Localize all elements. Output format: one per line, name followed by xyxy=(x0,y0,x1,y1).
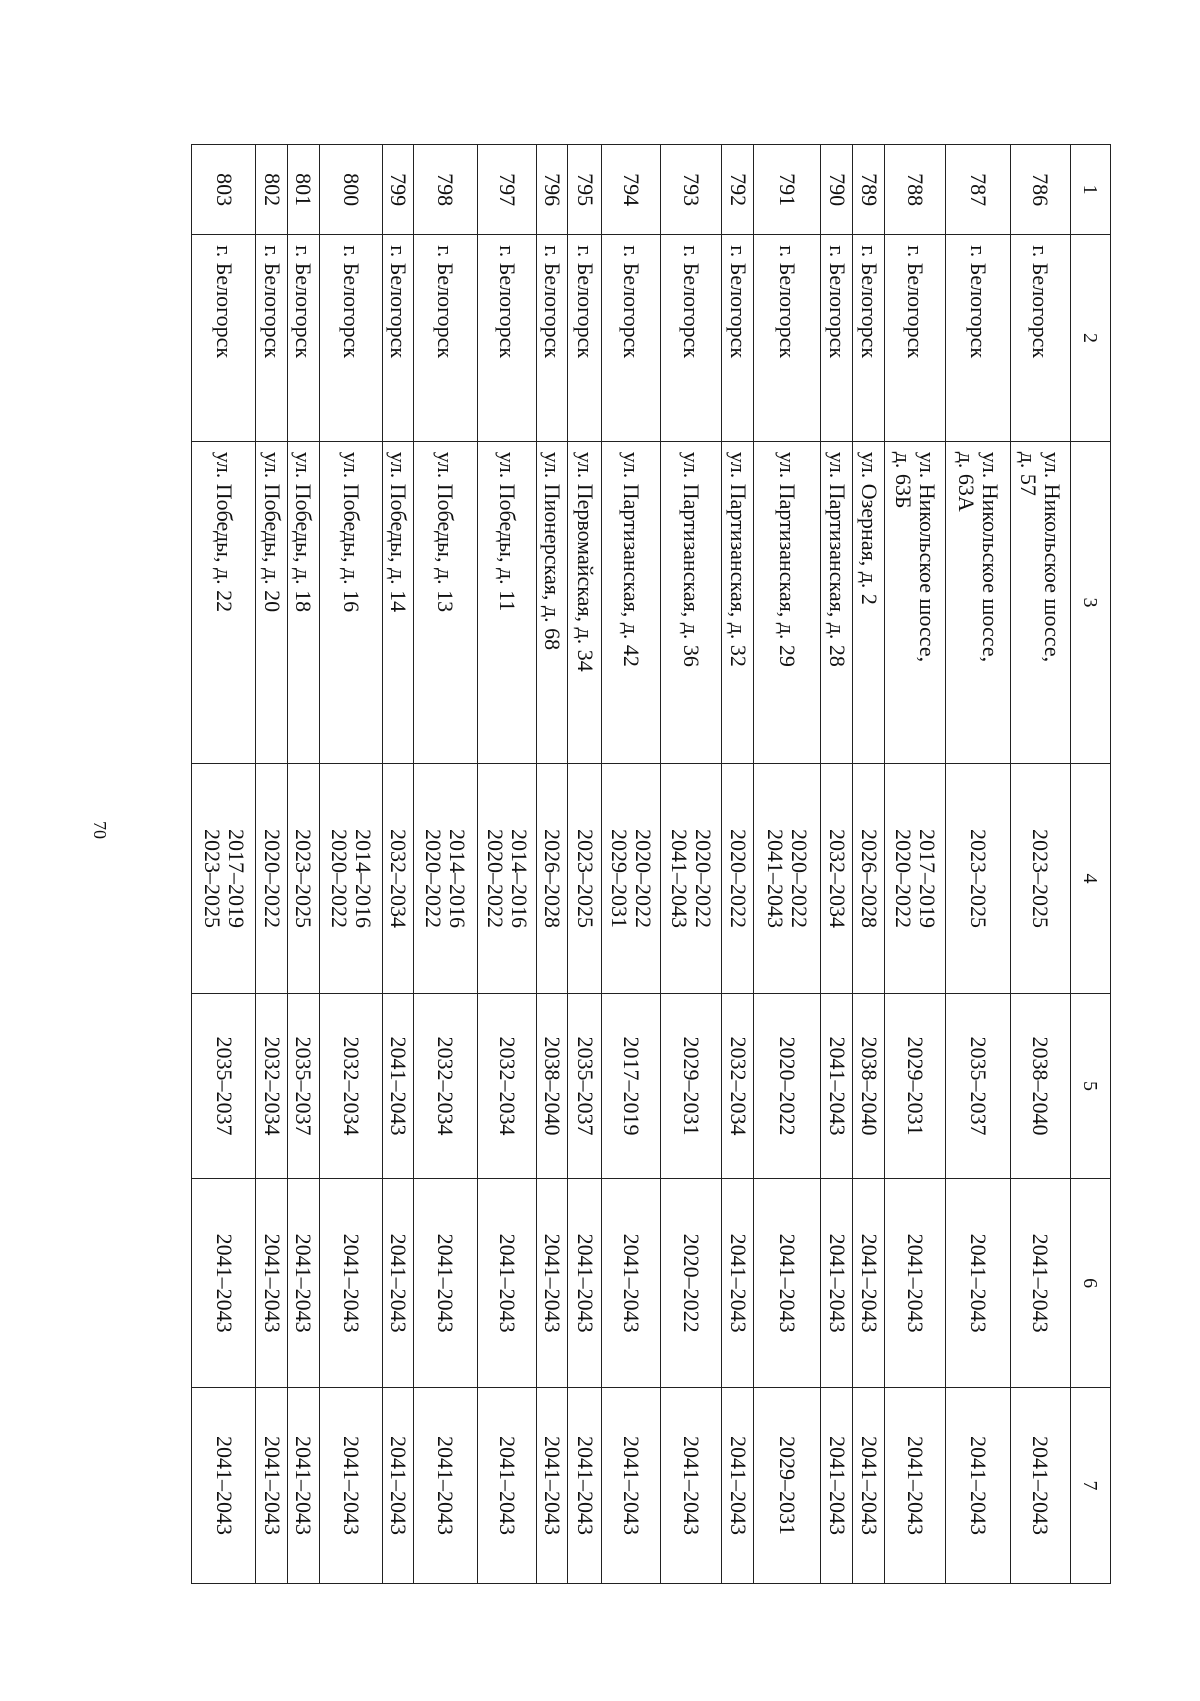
period-col6-cell: 2041–2043 xyxy=(413,1179,477,1388)
period-col4-cell xyxy=(1010,764,1070,993)
address-cell xyxy=(477,441,537,764)
address-line: ул. Никольское шоссе, xyxy=(1040,451,1066,663)
address-line: ул. Партизанская, д. 32 xyxy=(725,451,751,667)
city-cell: г. Белогорск xyxy=(602,235,661,441)
period-col7-cell: 2029–2031 xyxy=(754,1387,821,1583)
address-cell xyxy=(853,441,885,764)
row-number-cell: 788 xyxy=(885,145,946,235)
address-line: д. 63А xyxy=(953,451,979,512)
period-line: 2017–2019 xyxy=(223,829,249,928)
address-cell xyxy=(660,441,722,764)
row-number-cell: 792 xyxy=(722,145,754,235)
table-row xyxy=(602,145,661,1584)
address-cell xyxy=(287,441,319,764)
period-col5-cell: 2041–2043 xyxy=(382,993,413,1179)
period-col6-cell: 2041–2043 xyxy=(1010,1179,1070,1388)
period-col4-cell xyxy=(413,764,477,993)
period-col4-cell xyxy=(885,764,946,993)
period-col6-cell: 2041–2043 xyxy=(821,1179,853,1388)
period-col7-cell: 2041–2043 xyxy=(853,1387,885,1583)
period-line: 2020–2022 xyxy=(725,829,751,928)
period-col6-cell: 2041–2043 xyxy=(945,1179,1010,1388)
period-col6-cell: 2020–2022 xyxy=(660,1179,722,1388)
table-row xyxy=(1010,145,1070,1584)
period-col5-cell: 2020–2022 xyxy=(754,993,821,1179)
header-cell: 6 xyxy=(1070,1179,1110,1388)
city-cell: г. Белогорск xyxy=(382,235,413,441)
row-number-cell: 797 xyxy=(477,145,537,235)
period-col4-cell xyxy=(192,764,256,993)
row-number-cell: 793 xyxy=(660,145,722,235)
period-col5-cell: 2017–2019 xyxy=(602,993,661,1179)
period-col6-cell: 2041–2043 xyxy=(885,1179,946,1388)
period-col4-cell xyxy=(537,764,568,993)
city-cell: г. Белогорск xyxy=(537,235,568,441)
city-cell: г. Белогорск xyxy=(945,235,1010,441)
header-cell: 7 xyxy=(1070,1387,1110,1583)
header-cell: 4 xyxy=(1070,764,1110,993)
city-cell: г. Белогорск xyxy=(853,235,885,441)
period-col4-cell xyxy=(821,764,853,993)
period-col4-cell xyxy=(287,764,319,993)
period-col4-cell xyxy=(660,764,722,993)
period-line: 2014–2016 xyxy=(350,829,376,928)
address-cell xyxy=(537,441,568,764)
period-col6-cell: 2041–2043 xyxy=(477,1179,537,1388)
city-cell: г. Белогорск xyxy=(568,235,602,441)
table-row xyxy=(722,145,754,1584)
period-col5-cell: 2035–2037 xyxy=(192,993,256,1179)
period-col5-cell: 2032–2034 xyxy=(319,993,382,1179)
period-col7-cell: 2041–2043 xyxy=(885,1387,946,1583)
address-cell xyxy=(256,441,288,764)
period-col7-cell: 2041–2043 xyxy=(821,1387,853,1583)
period-line: 2026–2028 xyxy=(856,829,882,928)
address-line: ул. Никольское шоссе, xyxy=(977,451,1003,663)
period-col7-cell: 2041–2043 xyxy=(1010,1387,1070,1583)
period-line: 2023–2025 xyxy=(965,829,991,928)
period-col5-cell: 2038–2040 xyxy=(853,993,885,1179)
row-number-cell: 799 xyxy=(382,145,413,235)
city-cell: г. Белогорск xyxy=(885,235,946,441)
city-cell: г. Белогорск xyxy=(722,235,754,441)
period-col7-cell: 2041–2043 xyxy=(382,1387,413,1583)
period-col5-cell: 2035–2037 xyxy=(287,993,319,1179)
period-line: 2020–2022 xyxy=(259,829,285,928)
period-line: 2020–2022 xyxy=(326,829,352,928)
period-line: 2032–2034 xyxy=(824,829,850,928)
address-line: ул. Партизанская, д. 29 xyxy=(775,451,801,667)
address-line: ул. Никольское шоссе, xyxy=(915,451,941,663)
row-number-cell: 802 xyxy=(256,145,288,235)
table-row xyxy=(256,145,288,1584)
table-row xyxy=(477,145,537,1584)
period-col7-cell: 2041–2043 xyxy=(602,1387,661,1583)
period-col4-cell xyxy=(602,764,661,993)
header-cell: 3 xyxy=(1070,441,1110,764)
period-line: 2023–2025 xyxy=(199,829,225,928)
table-row xyxy=(853,145,885,1584)
city-cell: г. Белогорск xyxy=(413,235,477,441)
address-line: д. 63Б xyxy=(891,451,917,509)
period-col7-cell: 2041–2043 xyxy=(568,1387,602,1583)
period-col4-cell xyxy=(853,764,885,993)
address-line: ул. Озерная, д. 2 xyxy=(856,451,882,605)
period-col7-cell: 2041–2043 xyxy=(413,1387,477,1583)
header-cell: 2 xyxy=(1070,235,1110,441)
table-row xyxy=(382,145,413,1584)
period-col5-cell: 2032–2034 xyxy=(722,993,754,1179)
period-line: 2032–2034 xyxy=(385,829,411,928)
period-col7-cell: 2041–2043 xyxy=(945,1387,1010,1583)
address-line: ул. Партизанская, д. 28 xyxy=(824,451,850,667)
row-number-cell: 803 xyxy=(192,145,256,235)
period-col5-cell: 2035–2037 xyxy=(568,993,602,1179)
period-col4-cell xyxy=(477,764,537,993)
period-line: 2017–2019 xyxy=(915,829,941,928)
period-col4-cell xyxy=(319,764,382,993)
row-number-cell: 794 xyxy=(602,145,661,235)
period-col6-cell: 2041–2043 xyxy=(568,1179,602,1388)
city-cell: г. Белогорск xyxy=(192,235,256,441)
address-cell xyxy=(821,441,853,764)
period-line: 2014–2016 xyxy=(445,829,471,928)
period-line: 2041–2043 xyxy=(667,829,693,928)
period-col6-cell: 2041–2043 xyxy=(853,1179,885,1388)
period-line: 2020–2022 xyxy=(421,829,447,928)
period-col4-cell xyxy=(722,764,754,993)
address-line: ул. Победы, д. 22 xyxy=(211,451,237,613)
schedule-table xyxy=(191,144,1111,1584)
period-col6-cell: 2041–2043 xyxy=(722,1179,754,1388)
header-cell: 5 xyxy=(1070,993,1110,1179)
row-number-cell: 796 xyxy=(537,145,568,235)
city-cell: г. Белогорск xyxy=(256,235,288,441)
period-col5-cell: 2032–2034 xyxy=(256,993,288,1179)
period-line: 2020–2022 xyxy=(691,829,717,928)
period-col4-cell xyxy=(568,764,602,993)
address-line: д. 57 xyxy=(1016,451,1042,496)
table-row xyxy=(287,145,319,1584)
period-col6-cell: 2041–2043 xyxy=(537,1179,568,1388)
address-cell xyxy=(885,441,946,764)
address-line: ул. Победы, д. 20 xyxy=(259,451,285,613)
city-cell: г. Белогорск xyxy=(754,235,821,441)
address-line: ул. Партизанская, д. 42 xyxy=(618,451,644,667)
city-cell: г. Белогорск xyxy=(1010,235,1070,441)
period-col7-cell: 2041–2043 xyxy=(722,1387,754,1583)
period-line: 2041–2043 xyxy=(763,829,789,928)
city-cell: г. Белогорск xyxy=(821,235,853,441)
period-col5-cell: 2032–2034 xyxy=(477,993,537,1179)
table-body xyxy=(192,145,1111,1584)
period-col6-cell: 2041–2043 xyxy=(382,1179,413,1388)
period-col7-cell: 2041–2043 xyxy=(256,1387,288,1583)
period-col5-cell: 2029–2031 xyxy=(660,993,722,1179)
city-cell: г. Белогорск xyxy=(477,235,537,441)
row-number-cell: 801 xyxy=(287,145,319,235)
row-number-cell: 791 xyxy=(754,145,821,235)
period-line: 2023–2025 xyxy=(1028,829,1054,928)
city-cell: г. Белогорск xyxy=(660,235,722,441)
address-line: ул. Пионерская, д. 68 xyxy=(540,451,566,651)
address-cell xyxy=(754,441,821,764)
city-cell: г. Белогорск xyxy=(319,235,382,441)
period-line: 2023–2025 xyxy=(291,829,317,928)
city-cell: г. Белогорск xyxy=(287,235,319,441)
address-line: ул. Первомайская, д. 34 xyxy=(572,451,598,672)
table-row xyxy=(413,145,477,1584)
period-col4-cell xyxy=(382,764,413,993)
table-row xyxy=(945,145,1010,1584)
header-row xyxy=(1070,145,1110,1584)
period-col7-cell: 2041–2043 xyxy=(660,1387,722,1583)
period-col5-cell: 2041–2043 xyxy=(821,993,853,1179)
period-col4-cell xyxy=(945,764,1010,993)
address-cell xyxy=(945,441,1010,764)
period-col6-cell: 2041–2043 xyxy=(754,1179,821,1388)
period-col6-cell: 2041–2043 xyxy=(319,1179,382,1388)
period-col6-cell: 2041–2043 xyxy=(192,1179,256,1388)
period-col7-cell: 2041–2043 xyxy=(192,1387,256,1583)
period-line: 2014–2016 xyxy=(506,829,532,928)
address-cell xyxy=(192,441,256,764)
table-row xyxy=(754,145,821,1584)
period-col5-cell: 2035–2037 xyxy=(945,993,1010,1179)
address-line: ул. Победы, д. 13 xyxy=(433,451,459,613)
table-row xyxy=(885,145,946,1584)
address-cell xyxy=(568,441,602,764)
address-cell xyxy=(602,441,661,764)
period-col5-cell: 2029–2031 xyxy=(885,993,946,1179)
address-cell xyxy=(382,441,413,764)
address-line: ул. Партизанская, д. 36 xyxy=(679,451,705,667)
row-number-cell: 786 xyxy=(1010,145,1070,235)
period-col4-cell xyxy=(754,764,821,993)
row-number-cell: 790 xyxy=(821,145,853,235)
row-number-cell: 800 xyxy=(319,145,382,235)
table-row xyxy=(319,145,382,1584)
schedule-table-container xyxy=(191,144,1111,1584)
address-cell xyxy=(319,441,382,764)
period-col7-cell: 2041–2043 xyxy=(477,1387,537,1583)
address-line: ул. Победы, д. 14 xyxy=(385,451,411,613)
address-line: ул. Победы, д. 18 xyxy=(291,451,317,613)
period-col7-cell: 2041–2043 xyxy=(287,1387,319,1583)
table-row xyxy=(192,145,256,1584)
address-cell xyxy=(1010,441,1070,764)
period-line: 2020–2022 xyxy=(787,829,813,928)
period-line: 2029–2031 xyxy=(606,829,632,928)
address-cell xyxy=(722,441,754,764)
header-cell: 1 xyxy=(1070,145,1110,235)
period-col4-cell xyxy=(256,764,288,993)
page-number: 70 xyxy=(90,821,110,839)
period-col6-cell: 2041–2043 xyxy=(602,1179,661,1388)
row-number-cell: 795 xyxy=(568,145,602,235)
period-col7-cell: 2041–2043 xyxy=(537,1387,568,1583)
period-col6-cell: 2041–2043 xyxy=(287,1179,319,1388)
period-line: 2020–2022 xyxy=(891,829,917,928)
address-line: ул. Победы, д. 16 xyxy=(338,451,364,613)
period-col6-cell: 2041–2043 xyxy=(256,1179,288,1388)
table-row xyxy=(568,145,602,1584)
address-line: ул. Победы, д. 11 xyxy=(494,451,520,612)
period-line: 2023–2025 xyxy=(572,829,598,928)
address-cell xyxy=(413,441,477,764)
period-col5-cell: 2038–2040 xyxy=(537,993,568,1179)
period-col5-cell: 2038–2040 xyxy=(1010,993,1070,1179)
row-number-cell: 789 xyxy=(853,145,885,235)
table-row xyxy=(821,145,853,1584)
period-col5-cell: 2032–2034 xyxy=(413,993,477,1179)
row-number-cell: 798 xyxy=(413,145,477,235)
period-col7-cell: 2041–2043 xyxy=(319,1387,382,1583)
period-line: 2020–2022 xyxy=(630,829,656,928)
period-line: 2020–2022 xyxy=(482,829,508,928)
period-line: 2026–2028 xyxy=(540,829,566,928)
table-row xyxy=(660,145,722,1584)
table-row xyxy=(537,145,568,1584)
row-number-cell: 787 xyxy=(945,145,1010,235)
